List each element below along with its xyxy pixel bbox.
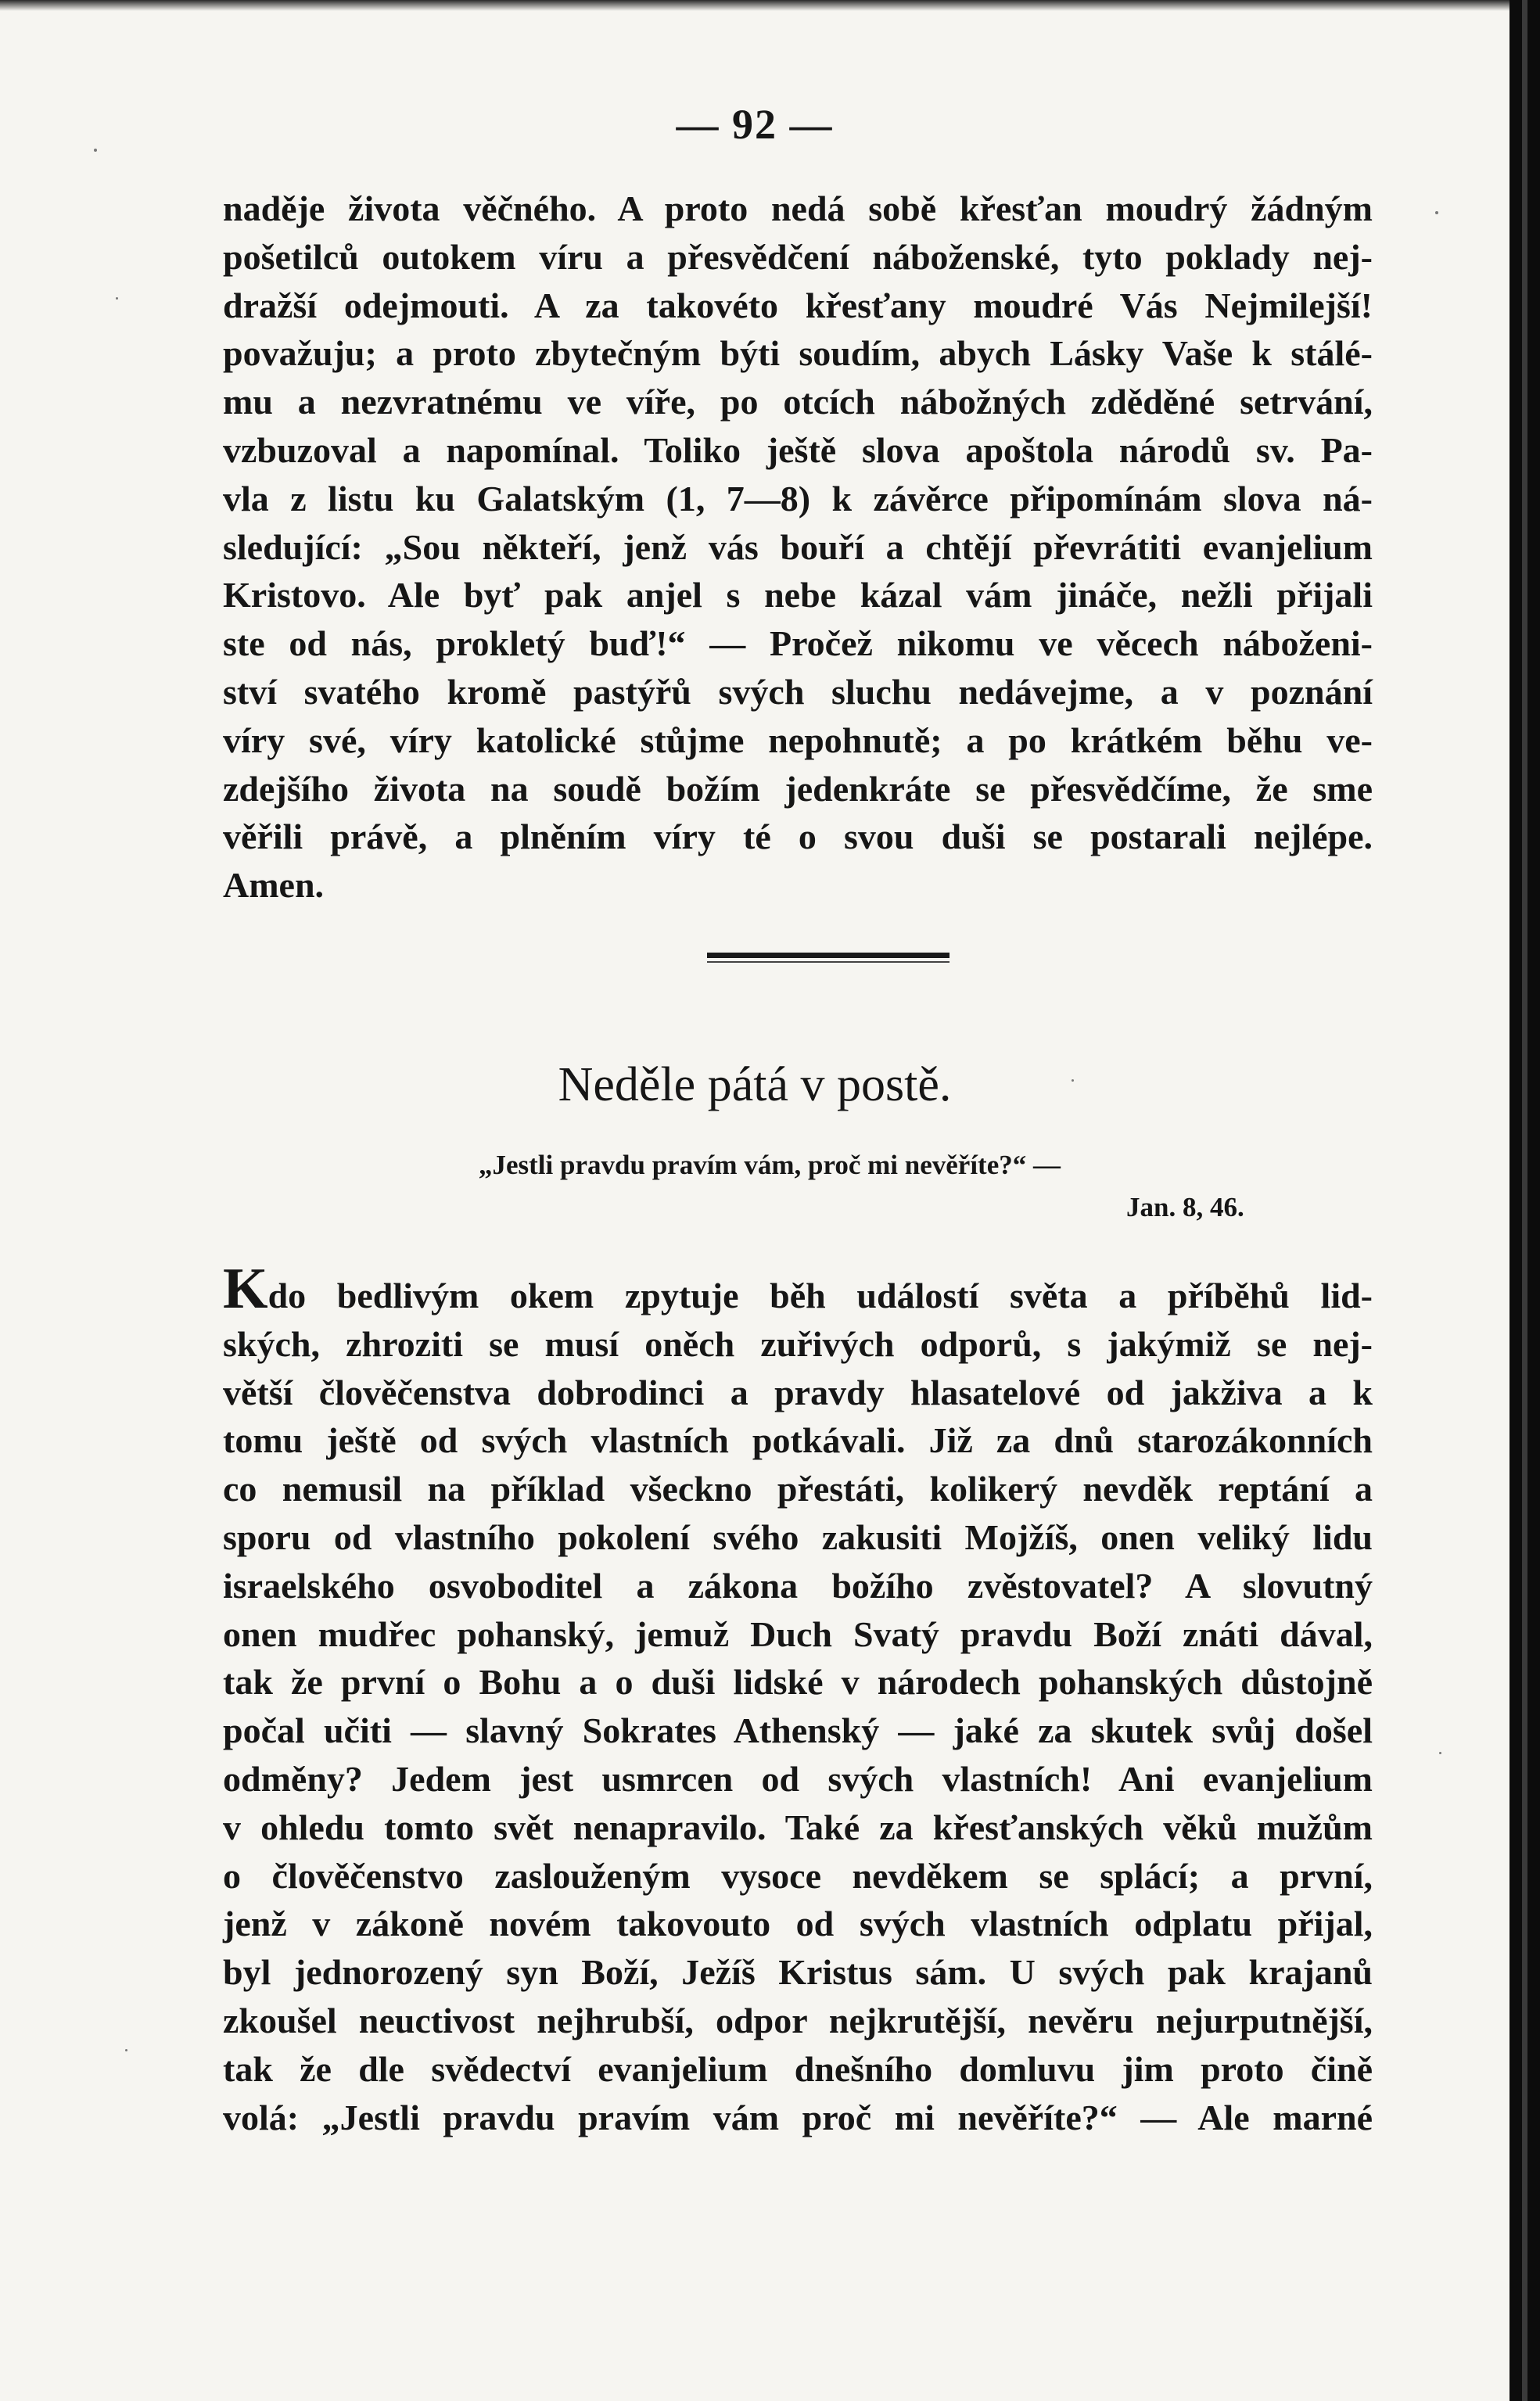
text-line: věřili právě, a plněním víry té o svou duši se postarali nejlépe. xyxy=(223,816,1373,857)
scan-speck xyxy=(94,149,97,152)
epigraph-reference: Jan. 8, 46. xyxy=(1126,1192,1244,1222)
page-number: — 92 — xyxy=(676,101,834,148)
text-line: odměny? Jedem jest usmrcen od svých vlastních! Ani evanjelium xyxy=(223,1758,1373,1799)
scan-speck xyxy=(1435,211,1438,214)
text-line: sledující: „Sou někteří, jenž vás bouří a chtějí převrátiti evanjelium xyxy=(223,526,1373,567)
text-line: v ohledu tomto svět nenapravilo. Také za křesťanských věků mužům xyxy=(223,1807,1373,1847)
drop-cap: K xyxy=(223,1257,268,1321)
text-line: onen mudřec pohanský, jemuž Duch Svatý pravdu Boží znáti dával, xyxy=(223,1613,1373,1654)
scan-speck xyxy=(116,297,118,300)
text-line: zdejšího života na soudě božím jedenkráte se přesvědčíme, že sme xyxy=(223,768,1373,809)
text-line: Amen. xyxy=(223,865,325,906)
first-line-text: do bedlivým okem zpytuje běh událostí světa a příběhů lid- xyxy=(267,1276,1373,1315)
text-line: co nemusil na příklad všeckno přestáti, kolikerý nevděk reptání a xyxy=(223,1469,1373,1509)
epigraph-quote: „Jestli pravdu pravím vám, proč mi nevěříte?“ — xyxy=(479,1150,1061,1180)
section-title: Neděle pátá v postě. xyxy=(558,1058,952,1111)
text-line-first xyxy=(223,1257,1373,1321)
scan-top-shadow xyxy=(0,0,1509,11)
text-line: tak že dle svědectví evanjelium dnešního domluvu jim proto čině xyxy=(223,2048,1373,2089)
book-spine-edge xyxy=(1522,0,1527,2401)
text-line: Kristovo. Ale byť pak anjel s nebe kázal vám jináče, nežli přijali xyxy=(223,575,1373,616)
text-line: ství svatého kromě pastýřů svých sluchu nedávejme, a v poznání xyxy=(223,671,1373,712)
text-line: počal učiti — slavný Sokrates Athenský — jaké za skutek svůj došel xyxy=(223,1710,1373,1751)
text-line: považuju; a proto zbytečným býti soudím, abych Lásky Vaše k stálé- xyxy=(223,333,1373,374)
text-line: naděje života věčného. A proto nedá sobě křesťan moudrý žádným xyxy=(223,188,1373,228)
paragraph-continuation xyxy=(223,185,1373,910)
text-line: sporu od vlastního pokolení svého zakusiti Mojžíš, onen veliký lidu xyxy=(223,1516,1373,1557)
text-line: jenž v zákoně novém takovouto od svých vlastních odplatu přijal, xyxy=(223,1904,1373,1944)
text-line: větší člověčenstva dobrodinci a pravdy hlasatelové od jakživa a k xyxy=(223,1372,1373,1412)
text-line: vzbuzoval a napomínal. Toliko ještě slova apoštola národů sv. Pa- xyxy=(223,429,1373,470)
text-line: vla z listu ku Galatským (1, 7—8) k závěrce připomínám slova ná- xyxy=(223,478,1373,519)
text-line: pošetilců outokem víru a přesvědčení náboženské, tyto poklady nej- xyxy=(223,236,1373,277)
section-divider-rule-thin xyxy=(707,961,949,963)
text-line: byl jednorozený syn Boží, Ježíš Kristus sám. U svých pak krajanů xyxy=(223,1952,1373,1993)
scan-speck xyxy=(1439,1752,1441,1754)
text-line: dražší odejmouti. A za takovéto křesťany moudré Vás Nejmilejší! xyxy=(223,285,1373,325)
text-line: tomu ještě od svých vlastních potkávali. Již za dnů starozákonních xyxy=(223,1420,1373,1461)
text-line: zkoušel neuctivost nejhrubší, odpor nejkrutější, nevěru nejurputnější, xyxy=(223,2000,1373,2040)
text-line: volá: „Jestli pravdu pravím vám proč mi nevěříte?“ — Ale marné xyxy=(223,2097,1373,2137)
scan-speck xyxy=(1072,1079,1074,1082)
section-divider-rule xyxy=(707,953,949,958)
sermon-paragraph xyxy=(223,1257,1373,2141)
scan-speck xyxy=(125,2049,127,2051)
text-line: ste od nás, prokletý buď!“ — Pročež nikomu ve věcech náboženi- xyxy=(223,623,1373,664)
text-line: tak že první o Bohu a o duši lidské v národech pohanských důstojně xyxy=(223,1662,1373,1703)
text-line: víry své, víry katolické stůjme nepohnutě; a po krátkém běhu ve- xyxy=(223,720,1373,760)
text-line: ských, zhroziti se musí oněch zuřivých odporů, s jakýmiž se nej- xyxy=(223,1323,1373,1364)
text-line: mu a nezvratnému ve víře, po otcích nábožných zděděné setrvání, xyxy=(223,382,1373,422)
text-line: o člověčenstvo zaslouženým vysoce nevděkem se splácí; a první, xyxy=(223,1855,1373,1896)
text-line: israelského osvoboditel a zákona božího zvěstovatel? A slovutný xyxy=(223,1565,1373,1606)
